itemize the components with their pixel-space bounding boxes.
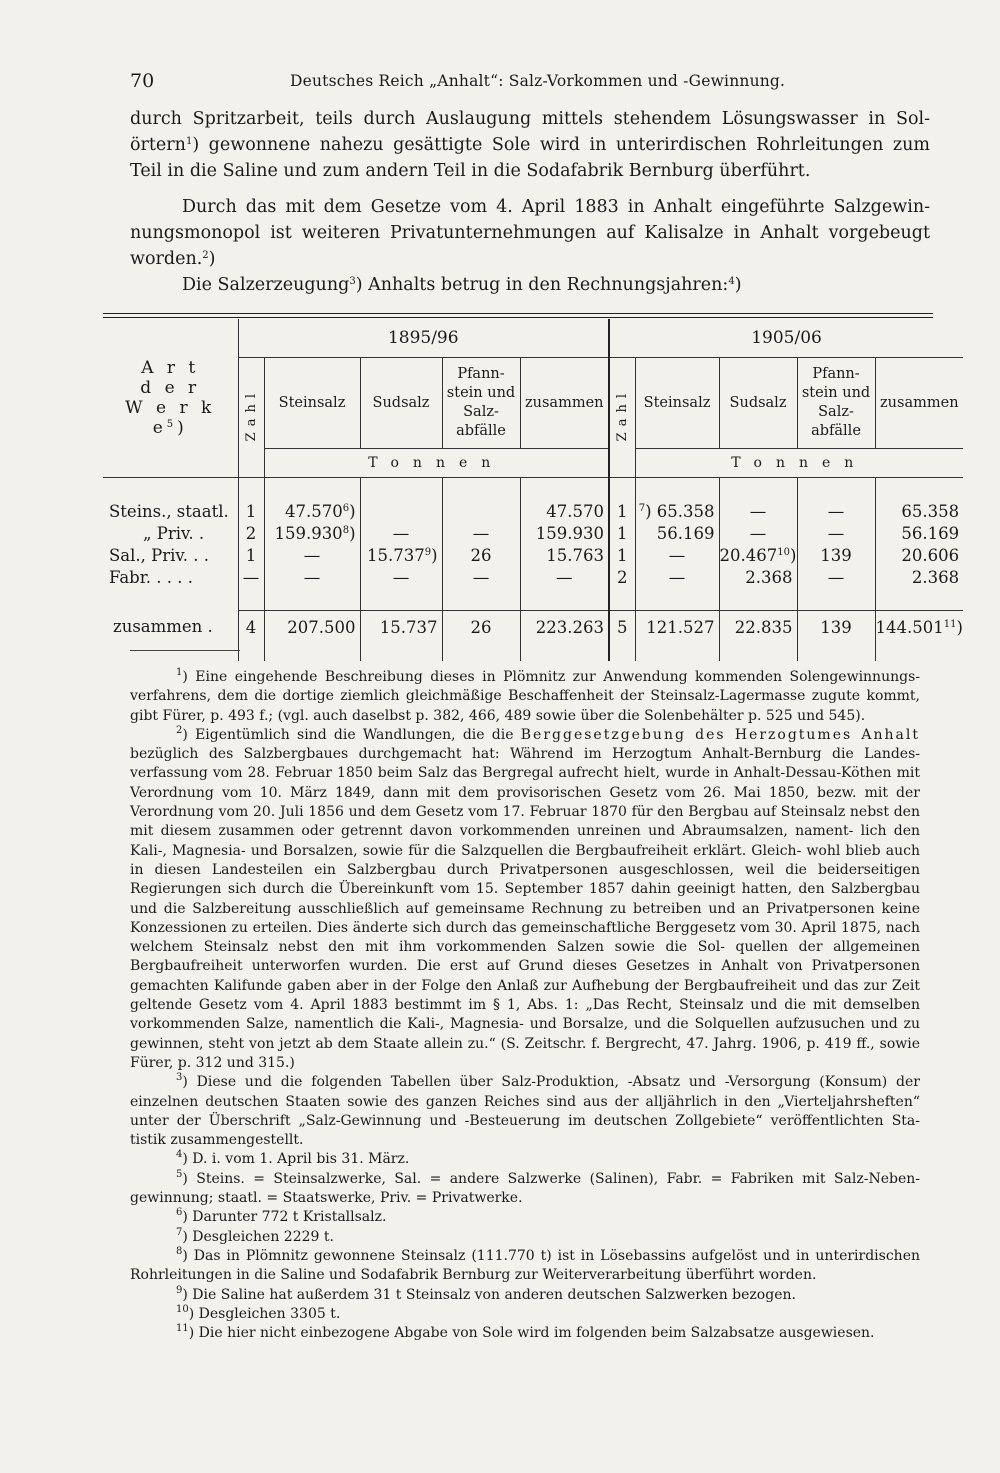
col-pfann-line-4b: abfälle [811, 423, 861, 439]
page-header [130, 70, 930, 94]
salt-production-table [103, 313, 963, 637]
footnote-text: ) Diese und die folgenden Tabellen über Salz-Produktion, -Absatz und -Versorgung (Konsum) der einzelnen deutschen Staaten sowie des ganzen Reiches sind aus der alljährlich in den „Vierteljahrsheften“ unter der Überschrift „Salz-Gewinnung und -Besteuerung im deutschen Zollgebiete“ veröffentlichten Sta- tistik zusammengestellt. [130, 1074, 920, 1149]
footnote-text: ) Eigentümlich sind die Wandlungen, die die [182, 726, 521, 743]
footnote-text: ) Das in Plömnitz gewonnene Steinsalz (111.770 t) ist in Lösebassins aufgelöst und in unterirdischen Rohrleitungen in die Saline und Sodafabrik Bernburg zur Weiterverarbeitung überführt worden. [130, 1247, 920, 1284]
cell-value: 15.737 [366, 545, 425, 565]
cell-pfann-1 [442, 500, 520, 522]
footnote-number: 5 [176, 1168, 183, 1180]
sum-steinsalz-2: 121.527 [635, 611, 719, 644]
cell-sudsalz-1: 15.737$^9$) [360, 544, 442, 566]
col-pfann-line-3: Salz- [463, 404, 499, 420]
footnote-ref-5: 5 [166, 419, 178, 430]
zahl-header-1 [238, 358, 264, 478]
cell-steinsalz-2: — [635, 544, 719, 566]
cell-sudsalz-2: 20.467$^{10}$) [719, 545, 797, 565]
cell-zahl-1: — [238, 566, 264, 588]
col-pfann-line-1: Pfann- [457, 366, 505, 382]
paragraph-3-text-c: ) [734, 275, 742, 295]
footnote-text: ) Steins. = Steinsalzwerke, Sal. = andere Salzwerke (Salinen), Fabr. = Fabriken mit Salz-Neben- gewinnung; staatl. = Staatswerke, Priv. = Privatwerke. [130, 1170, 920, 1207]
paragraph-1-text-a: durch Spritzarbeit, teils durch Auslaugung mittels stehendem Lösungswasser in Sol- örtern [130, 109, 930, 155]
cell-sudsalz-2: 2.368 [719, 566, 797, 588]
salt-table [103, 319, 963, 661]
art-header-line-3: W e r k e [125, 398, 216, 438]
col-zusammen-1: zusammen [520, 358, 609, 449]
footnote-8 [130, 1247, 920, 1286]
footnote-ref-2: 2 [202, 250, 209, 261]
footnote-2 [130, 726, 920, 1073]
cell-zusammen-2: 65.358 [875, 500, 963, 522]
footnote-ref-11: 11 [943, 618, 957, 630]
col-pfann-line-4: abfälle [456, 423, 506, 439]
period-2-header: 1905/06 [609, 319, 963, 358]
footnote-number: 2 [176, 724, 183, 736]
footnote-11 [130, 1324, 920, 1343]
paragraph-1-text-b: ) gewonnene nahezu gesättigte Sole wird in unterirdischen Rohrleitungen zum Teil in die Saline und zum andern Teil in die Sodafabrik Bernburg überführt. [130, 135, 930, 181]
table-row [103, 478, 963, 501]
cell-zahl-1: 2 [238, 522, 264, 544]
running-title: Deutsches Reich „Anhalt“: Salz-Vorkommen und -Gewinnung. [290, 72, 786, 90]
cell-zusammen-2: 2.368 [875, 566, 963, 588]
art-header-close: ) [177, 418, 188, 438]
footnote-number: 10 [176, 1303, 189, 1315]
footnote-6 [130, 1208, 920, 1227]
sum-pfann-1: 26 [442, 611, 520, 644]
art-header-line-1: A r t [141, 358, 200, 378]
paragraph-1 [130, 106, 930, 184]
cell-zusammen-1: 159.930 [520, 522, 609, 544]
col-pfann-line-3b: Salz- [818, 404, 854, 420]
col-pfannstein-1 [442, 358, 520, 449]
col-pfann-line-2b: stein und [801, 385, 871, 401]
sum-pfann-2: 139 [797, 611, 875, 644]
col-steinsalz-1: Steinsalz [264, 358, 360, 449]
sum-label: zusammen . [113, 617, 213, 637]
cell-zahl-1: 1 [238, 500, 264, 522]
footnote-number: 6 [176, 1207, 183, 1219]
art-header-line-2: d e r [140, 378, 201, 398]
paragraph-3-text-b: ) Anhalts betrug in den Rechnungsjahren: [355, 275, 729, 295]
table-row-spacer [103, 588, 963, 611]
footnote-text: ) Desgleichen 2229 t. [182, 1228, 334, 1245]
cell-steinsalz-2: — [635, 566, 719, 588]
cell-pfann-2: — [797, 566, 875, 588]
cell-zahl-2: 2 [609, 566, 635, 588]
cell-value: 65.358 [656, 501, 715, 521]
paragraph-3-text-a: Die Salzerzeugung [182, 275, 350, 295]
sum-zusammen-1: 223.263 [520, 611, 609, 644]
cell-pfann-1: 26 [442, 544, 520, 566]
footnote-9 [130, 1286, 920, 1305]
footnote-ref-10: 10 [777, 546, 790, 558]
cell-zusammen-1: 47.570 [520, 500, 609, 522]
footnote-number: 3 [176, 1072, 183, 1084]
table-row [103, 500, 963, 522]
sum-zusammen-2: 144.501$^{11}$) [875, 611, 963, 644]
zahl-header-2 [609, 358, 635, 478]
cell-sudsalz-1 [360, 500, 442, 522]
footnote-ref-7: 7 [638, 502, 646, 514]
sum-sudsalz-2: 22.835 [719, 611, 797, 644]
cell-sudsalz-2: — [719, 522, 797, 544]
footnote-text: ) Die hier nicht einbezogene Abgabe von Sole wird im folgenden beim Salzabsatze ausgewiesen. [188, 1325, 875, 1342]
footnote-5 [130, 1170, 920, 1209]
cell-steinsalz-2: $^7$) 65.358 [635, 500, 719, 522]
footnote-ref-8: 8 [342, 524, 350, 536]
cell-zusammen-1: — [520, 566, 609, 588]
col-sudsalz-1: Sudsalz [360, 358, 442, 449]
footnote-number: 8 [176, 1245, 183, 1257]
cell-sudsalz-1: — [360, 566, 442, 588]
footnote-text: ) Darunter 772 t Kristallsalz. [182, 1209, 387, 1226]
footnote-ref-3: 3 [349, 276, 356, 287]
col-pfann-line-2: stein und [446, 385, 516, 401]
table-top-rule-2 [103, 317, 933, 318]
cell-zusammen-2: 20.606 [875, 544, 963, 566]
cell-value: 144.501 [875, 617, 944, 637]
cell-steinsalz-1: 47.570$^6$) [264, 500, 360, 522]
footnote-text-spaced: Berggesetzgebung des Herzogtumes Anhalt [520, 726, 921, 743]
cell-sudsalz-2: — [719, 500, 797, 522]
cell-steinsalz-2: 56.169 [635, 522, 719, 544]
footnote-ref-4: 4 [728, 276, 735, 287]
unit-label-1: Tonnen [264, 449, 609, 478]
cell-zahl-2: 1 [609, 500, 635, 522]
footnote-number: 4 [176, 1149, 183, 1161]
row-label: Steins., staatl. [109, 501, 229, 521]
unit-label-2: Tonnen [635, 449, 963, 478]
row-label: Fabr. . . . . [109, 567, 194, 587]
footnote-text: ) Desgleichen 3305 t. [188, 1305, 341, 1322]
table-header-periods [103, 319, 963, 358]
paragraph-2-text-a: Durch das mit dem Gesetze vom 4. April 1883 in Anhalt eingeführte Salzgewin- nungsmonopol ist weiteren Privatunternehmungen auf Kalisalze in Anhalt vorgebeugt worden. [130, 197, 930, 269]
cell-value: 47.570 [284, 501, 343, 521]
footnote-text: ) Die Saline hat außerdem 31 t Steinsalz von anderen deutschen Salzwerken bezogen. [182, 1286, 796, 1303]
table-top-rule [103, 313, 933, 314]
cell-zahl-2: 1 [609, 544, 635, 566]
sum-zahl-2: 5 [609, 611, 635, 644]
footnote-4 [130, 1150, 920, 1169]
cell-steinsalz-1: — [264, 566, 360, 588]
cell-zusammen-2: 56.169 [875, 522, 963, 544]
footnote-separator [130, 650, 240, 651]
cell-zusammen-1: 15.763 [520, 544, 609, 566]
footnote-10 [130, 1305, 920, 1324]
footnote-ref-9: 9 [424, 546, 432, 558]
footnote-ref-6: 6 [342, 502, 350, 514]
footnote-1 [130, 668, 920, 726]
sum-steinsalz-1: 207.500 [264, 611, 360, 644]
footnote-number: 9 [176, 1284, 183, 1296]
cell-value: 159.930 [274, 523, 343, 543]
col-pfannstein-2 [797, 358, 875, 449]
period-1-header: 1895/96 [238, 319, 609, 358]
cell-steinsalz-1: 159.930$^8$) [264, 522, 360, 544]
sum-zahl-1: 4 [238, 611, 264, 644]
cell-zahl-2: 1 [609, 522, 635, 544]
cell-value: 20.467 [719, 545, 778, 565]
footnote-text: ) Eine eingehende Beschreibung dieses in Plömnitz zur Anwendung kommenden Solengewinnungs- verfahrens, dem die dortige ziemlich gleichmäßige Beschaffenheit der Steinsalz-Lagermasse zugute kommt, gibt Fürer, p. 493 f.; (vgl. auch daselbst p. 382, 466, 489 sowie über die Solenbehälter p. 525 und 545). [130, 669, 920, 724]
page-number: 70 [130, 70, 155, 92]
cell-pfann-2: — [797, 500, 875, 522]
table-row [103, 522, 963, 544]
table-row [103, 544, 963, 566]
footnote-text: bezüglich des Salzbergbaues durchgemacht hat: Während im Herzogtum Anhalt-Bernburg die Landes- verfassung vom 28. Februar 1850 beim Salz das Bergregal aufrecht hielt, wurde in Anhalt-Dessau-Köthen mit Verordnung vom 10. März 1849, dann mit dem provisorischen Gesetz vom 26. Mai 1850, bezw. mit der Verordnung vom 20. Juli 1856 und dem Gesetz vom 17. Februar 1870 für den Bergbau auf Steinsalz nebst den mit diesem zusammen oder getrennt davon vorkommenden unreinen und Abraumsalzen, nament- lich den Kali-, Magnesia- und Borsalzen, sowie für die Salzquellen die Bergbaufreiheit erklärt. Gleich- wohl blieb auch in diesen Landesteilen ein Salzbergbau durch Privatpersonen ausgeschlossen, weil die beiderseitigen Regierungen sich durch die Übereinkunft vom 15. September 1857 dahin geeinigt hatten, den Salzbergbau und die Salzbereitung ausschließlich auf gemeinsame Rechnung zu betreiben und an Privatpersonen keine Konzessionen zu erteilen. Dies änderte sich durch das gemeinschaftliche Berggesetz vom 30. April 1875, nach welchem Steinsalz nebst den mit ihm vorkommenden Salzen sowie die Sol- quellen der allgemeinen Bergbaufreiheit unterworfen wurden. Die erst auf Grund dieses Gesetzes in Anhalt von Privatpersonen gemachten Kalifunde gaben aber in der Folge den Anlaß zur Aufhebung der Bergbaufreiheit und das zur Zeit geltende Gesetz vom 4. April 1883 bestimmt im § 1, Abs. 1: „Das Recht, Steinsalz und die mit demselben vorkommenden Salze, namentlich die Kali-, Magnesia- und Borsalze, und die Solquellen aufzusuchen und zu gewinnen, steht von jetzt ab dem Staate allein zu.“ (S. Zeitschr. f. Bergrecht, 47. Jahrg. 1906, p. 419 ff., sowie Fürer, p. 312 und 315.) [130, 746, 920, 1071]
row-label: Sal., Priv. . . [109, 545, 210, 565]
col-pfann-line-1b: Pfann- [812, 366, 860, 382]
footnotes [130, 668, 920, 1343]
cell-steinsalz-1: — [264, 544, 360, 566]
zahl-label-2: Zahl [614, 387, 630, 442]
footnote-3 [130, 1073, 920, 1150]
footnote-7 [130, 1228, 920, 1247]
cell-pfann-1: — [442, 566, 520, 588]
col-steinsalz-2: Steinsalz [635, 358, 719, 449]
paragraph-2 [130, 194, 930, 272]
col-sudsalz-2: Sudsalz [719, 358, 797, 449]
footnote-number: 1 [176, 667, 183, 678]
zahl-label-1: Zahl [243, 387, 259, 442]
cell-sudsalz-1: — [360, 522, 442, 544]
paragraph-2-text-b: ) [208, 249, 216, 269]
footnote-ref-1: 1 [185, 136, 193, 147]
cell-pfann-2: — [797, 522, 875, 544]
cell-pfann-2: 139 [797, 544, 875, 566]
cell-pfann-1: — [442, 522, 520, 544]
row-label: „ Priv. . [143, 523, 205, 543]
art-header-cell [103, 319, 238, 478]
table-sum-row [103, 611, 963, 644]
cell-zahl-1: 1 [238, 544, 264, 566]
table-bottom-spacer [103, 643, 963, 661]
footnote-number: 11 [176, 1323, 189, 1335]
footnote-number: 7 [176, 1226, 183, 1238]
col-zusammen-2: zusammen [875, 358, 963, 449]
footnote-text: ) D. i. vom 1. April bis 31. März. [182, 1151, 410, 1168]
paragraph-3 [130, 272, 930, 298]
sum-sudsalz-1: 15.737 [360, 611, 442, 644]
table-row [103, 566, 963, 588]
